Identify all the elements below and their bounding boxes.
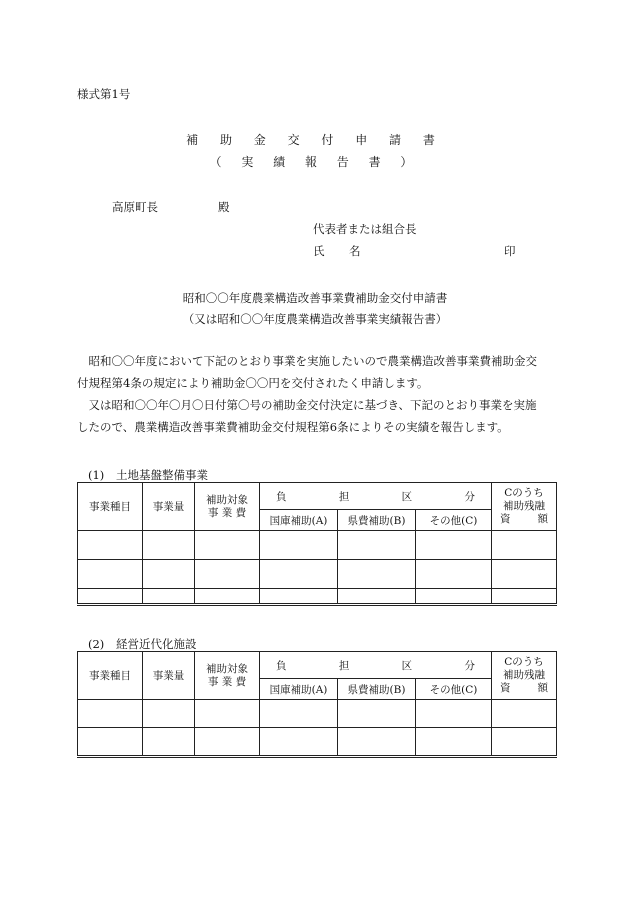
header-remaining-loan: Cのうち 補助残融 資 額 xyxy=(492,483,557,531)
table-cell[interactable] xyxy=(492,728,557,757)
header-volume: 事業量 xyxy=(143,483,195,531)
table-cell[interactable] xyxy=(143,728,195,757)
table-cell[interactable] xyxy=(492,531,557,560)
applicant-name-label-1: 氏 xyxy=(313,244,325,258)
table-cell[interactable] xyxy=(338,531,416,560)
table-row xyxy=(78,589,557,605)
header-prefectural-subsidy: 県費補助(B) xyxy=(338,510,416,531)
body-line: したので、農業構造改善事業費補助金交付規程第6条によりその実績を報告します。 xyxy=(77,420,509,434)
table-row xyxy=(78,531,557,560)
table-cell[interactable] xyxy=(78,560,143,589)
header-prefectural-subsidy: 県費補助(B) xyxy=(338,679,416,700)
table-cell[interactable] xyxy=(195,531,260,560)
header-volume: 事業量 xyxy=(143,652,195,700)
table-cell[interactable] xyxy=(416,560,492,589)
header-project-type: 事業種目 xyxy=(78,483,143,531)
form-number: 様式第1号 xyxy=(77,87,131,101)
table-cell[interactable] xyxy=(143,531,195,560)
table-cell[interactable] xyxy=(78,531,143,560)
project-table-2 xyxy=(77,651,557,758)
document-subtitle: （ 実 績 報 告 書 ） xyxy=(209,155,421,169)
applicant-role: 代表者または組合長 xyxy=(313,222,417,236)
table-cell[interactable] xyxy=(260,560,338,589)
table-cell[interactable] xyxy=(416,728,492,757)
header-project-type: 事業種目 xyxy=(78,652,143,700)
table-cell[interactable] xyxy=(338,728,416,757)
header-other: その他(C) xyxy=(416,679,492,700)
table-cell[interactable] xyxy=(260,589,338,605)
table-cell[interactable] xyxy=(338,700,416,728)
table-cell[interactable] xyxy=(338,560,416,589)
seal-mark: 印 xyxy=(504,244,516,258)
table-cell[interactable] xyxy=(492,589,557,605)
section-title: 土地基盤整備事業 xyxy=(116,468,208,482)
table-cell[interactable] xyxy=(143,700,195,728)
section-2-label xyxy=(88,636,197,652)
table-cell[interactable] xyxy=(195,700,260,728)
header-burden-category: 負 担 区 分 xyxy=(260,652,492,679)
table-cell[interactable] xyxy=(143,560,195,589)
body-text xyxy=(77,350,557,438)
table-cell[interactable] xyxy=(78,700,143,728)
table-row xyxy=(78,560,557,589)
table-cell[interactable] xyxy=(143,589,195,605)
table-cell[interactable] xyxy=(492,700,557,728)
table-cell[interactable] xyxy=(416,531,492,560)
header-national-subsidy: 国庫補助(A) xyxy=(260,679,338,700)
body-line: 昭和〇〇年度において下記のとおり事業を実施したいので農業構造改善事業費補助金交 xyxy=(77,354,537,368)
document-title: 補 助 金 交 付 申 請 書 xyxy=(186,133,444,147)
body-line: 付規程第4条の規定により補助金〇〇円を交付されたく申請します。 xyxy=(77,376,429,390)
section-1-label xyxy=(88,467,208,483)
table-cell[interactable] xyxy=(338,589,416,605)
applicant-name-label-2: 名 xyxy=(349,244,361,258)
application-heading: 昭和〇〇年度農業構造改善事業費補助金交付申請書 xyxy=(182,291,448,305)
project-table-1 xyxy=(77,482,557,606)
addressee-honorific: 殿 xyxy=(218,200,230,214)
table-cell[interactable] xyxy=(78,589,143,605)
header-eligible-cost: 補助対象 事 業 費 xyxy=(195,652,260,700)
table-cell[interactable] xyxy=(260,531,338,560)
table-cell[interactable] xyxy=(260,728,338,757)
header-other: その他(C) xyxy=(416,510,492,531)
table-cell[interactable] xyxy=(492,560,557,589)
table-cell[interactable] xyxy=(260,700,338,728)
section-number: (2) xyxy=(88,637,105,651)
table-row xyxy=(78,728,557,757)
table-cell[interactable] xyxy=(416,700,492,728)
header-national-subsidy: 国庫補助(A) xyxy=(260,510,338,531)
header-burden-category: 負 担 区 分 xyxy=(260,483,492,510)
header-remaining-loan: Cのうち 補助残融 資 額 xyxy=(492,652,557,700)
section-number: (1) xyxy=(88,468,105,482)
section-title: 経営近代化施設 xyxy=(116,637,197,651)
header-eligible-cost: 補助対象 事 業 費 xyxy=(195,483,260,531)
report-heading: （又は昭和〇〇年度農業構造改善事業実績報告書） xyxy=(182,312,448,326)
table-cell[interactable] xyxy=(416,589,492,605)
body-line: 又は昭和〇〇年〇月〇日付第〇号の補助金交付決定に基づき、下記のとおり事業を実施 xyxy=(77,398,537,412)
table-cell[interactable] xyxy=(195,589,260,605)
table-cell[interactable] xyxy=(195,728,260,757)
table-row xyxy=(78,700,557,728)
addressee-name: 高原町長 xyxy=(112,200,158,214)
table-cell[interactable] xyxy=(195,560,260,589)
table-cell[interactable] xyxy=(78,728,143,757)
